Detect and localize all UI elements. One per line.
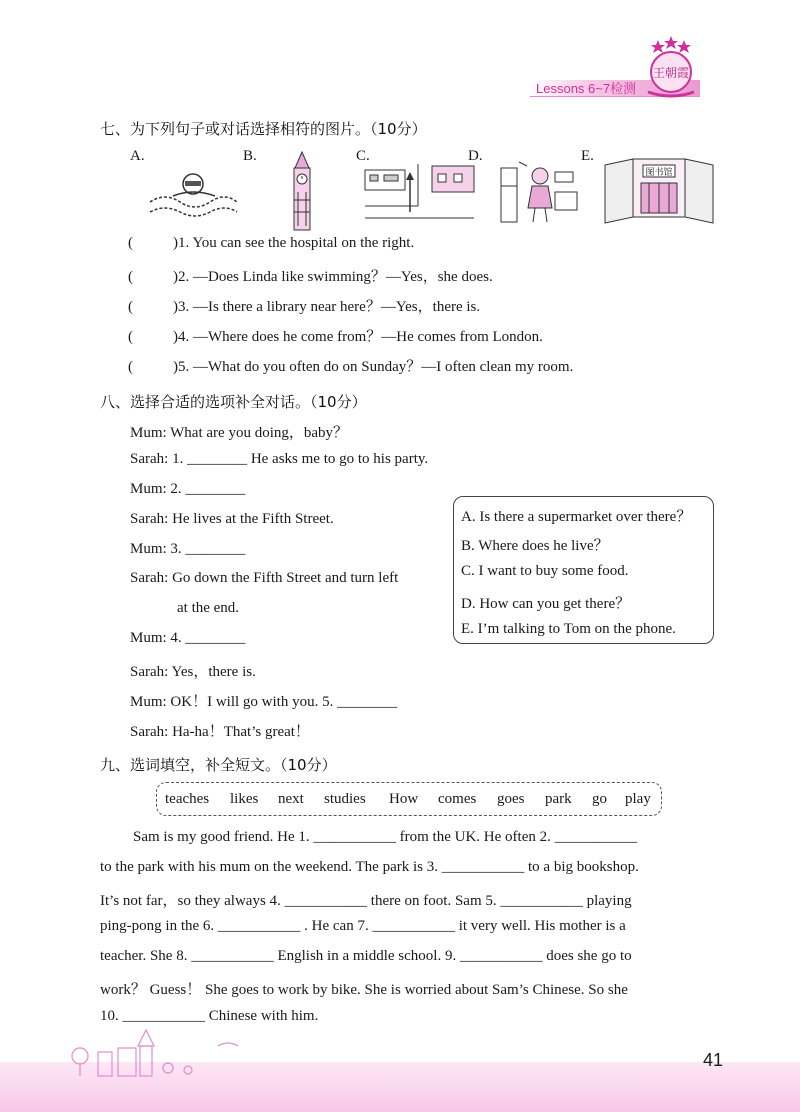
page-number: 41 — [703, 1050, 724, 1070]
option-letter-c: C. — [356, 148, 370, 164]
question-7-5: ( )5. —What do you often do on Sunday？—I often clean my room. — [128, 359, 574, 375]
dialogue-line: Sarah: Yes，there is. — [130, 664, 256, 680]
map-picture — [362, 162, 477, 224]
option-letter-a: A. — [130, 148, 145, 164]
library-sign-text: 图书馆 — [645, 168, 673, 178]
library-picture — [603, 155, 715, 227]
option-letter-d: D. — [468, 148, 483, 164]
question-7-4: ( )4. —Where does he come from？—He comes from London. — [128, 329, 543, 345]
dialogue-line: Mum: OK！I will go with you. 5. ________ — [130, 694, 398, 710]
lessons-label: Lessons 6~7检测 — [536, 81, 637, 96]
options-box — [453, 496, 714, 644]
dialogue-line: Mum: 3. ________ — [130, 541, 246, 557]
question-7-1: ( )1. You can see the hospital on the right. — [128, 235, 415, 251]
brand-logo — [636, 32, 706, 102]
castle-decoration — [68, 1026, 248, 1086]
word-item: next — [278, 791, 304, 807]
word-item: teaches — [165, 791, 210, 807]
option-c: C. I want to buy some food. — [461, 563, 629, 579]
dialogue-line: Sarah: 1. ________ He asks me to go to his party. — [130, 451, 429, 467]
word-bank — [156, 782, 662, 816]
section7-title: 七、为下列句子或对话选择相符的图片。（10分） — [100, 120, 427, 138]
passage-line: 10. ___________ Chinese with him. — [100, 1008, 319, 1024]
dialogue-line: Mum: 2. ________ — [130, 481, 246, 497]
option-letter-e: E. — [581, 148, 594, 164]
question-7-2: ( )2. —Does Linda like swimming？—Yes，she does. — [128, 269, 493, 285]
option-a: A. Is there a supermarket over there？ — [461, 509, 692, 525]
word-item: How — [389, 791, 419, 807]
section8-title: 八、选择合适的选项补全对话。（10分） — [100, 393, 367, 411]
swimming-picture — [145, 162, 240, 222]
passage-line: teacher. She 8. ___________ English in a middle school. 9. ___________ does she go to — [100, 948, 632, 964]
word-item: play — [625, 791, 651, 807]
option-letter-b: B. — [243, 148, 257, 164]
passage-line: to the park with his mum on the weekend. The park is 3. ___________ to a big bookshop. — [100, 859, 639, 875]
passage-line: It’s not far，so they always 4. ___________ there on foot. Sam 5. ___________ playing — [100, 893, 632, 909]
dialogue-line: Sarah: He lives at the Fifth Street. — [130, 511, 334, 527]
dialogue-line: Mum: 4. ________ — [130, 630, 246, 646]
dialogue-line: Sarah: Go down the Fifth Street and turn left — [130, 570, 399, 586]
word-item: park — [545, 791, 572, 807]
option-d: D. How can you get there？ — [461, 596, 631, 612]
cleaning-room-picture — [497, 158, 587, 226]
dialogue-line: Sarah: Ha-ha！That’s great！ — [130, 724, 310, 740]
passage-line: work？ Guess！ She goes to work by bike. She is worried about Sam’s Chinese. So she — [100, 982, 628, 998]
word-item: comes — [438, 791, 477, 807]
word-item: studies — [324, 791, 366, 807]
question-7-3: ( )3. —Is there a library near here？—Yes，there is. — [128, 299, 481, 315]
option-b: B. Where does he live？ — [461, 538, 609, 554]
word-item: goes — [497, 791, 525, 807]
option-e: E. I’m talking to Tom on the phone. — [461, 621, 676, 637]
dialogue-line: Mum: What are you doing，baby？ — [130, 425, 349, 441]
word-item: go — [592, 791, 607, 807]
clock-tower-picture — [287, 150, 317, 232]
word-item: likes — [230, 791, 259, 807]
section9-title: 九、选词填空，补全短文。（10分） — [100, 756, 337, 774]
svg-text:王朝霞: 王朝霞 — [652, 66, 690, 80]
passage-line: ping-pong in the 6. ___________ . He can 7. ___________ it very well. His mother is a — [100, 918, 626, 934]
dialogue-line: at the end. — [177, 600, 240, 616]
passage-line: Sam is my good friend. He 1. ___________ from the UK. He often 2. ___________ — [133, 829, 638, 845]
